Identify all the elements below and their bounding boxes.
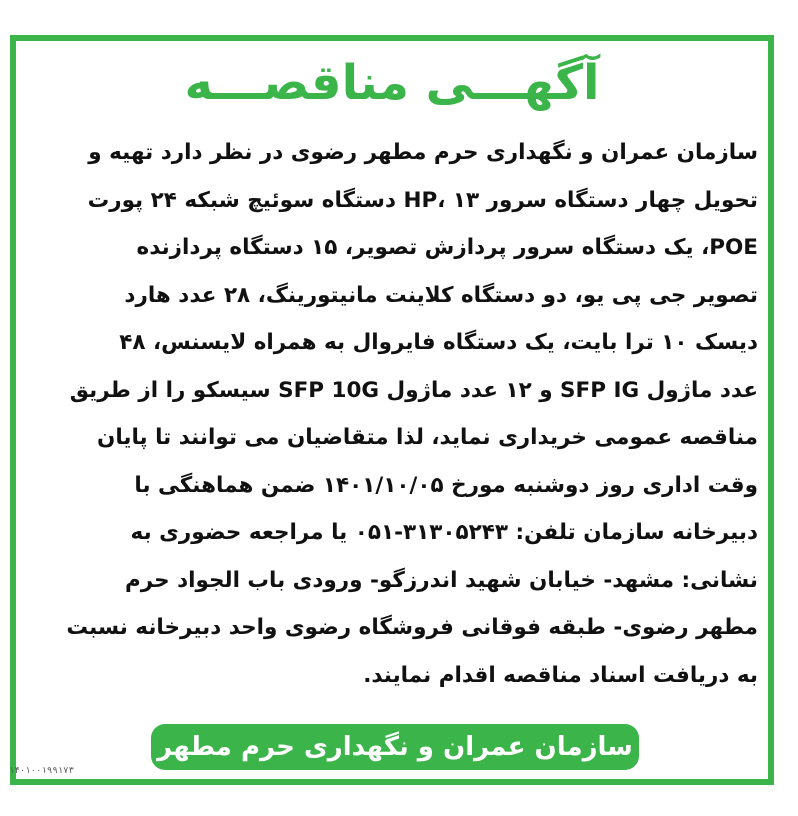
body-line: تحویل چهار دستگاه سرور HP، ۱۳ دستگاه سوئیچ شبکه ۲۴ پورت [87, 187, 758, 213]
notice-frame [10, 35, 774, 808]
reference-code: ۱۴۰۱۰۰۱۹۹۱۷۳ [9, 766, 75, 776]
body-line: دبیرخانه سازمان تلفن: ۳۱۳۰۵۲۴۳-۰۵۱ یا مراجعه حضوری به [130, 520, 758, 545]
body-line: سازمان عمران و نگهداری حرم مطهر رضوی در نظر دارد تهیه و [88, 140, 758, 165]
organization-banner: سازمان عمران و نگهداری حرم مطهر رضوی [151, 724, 639, 770]
body-line: مطهر رضوی- طبقه فوقانی فروشگاه رضوی واحد دبیرخانه نسبت [66, 615, 758, 640]
body-line: POE، یک دستگاه سرور پردازش تصویر، ۱۵ دستگاه پردازنده [136, 235, 758, 260]
notice-body [26, 129, 758, 699]
body-line: تصویر جی پی یو، دو دستگاه کلاینت مانیتورینگ، ۲۸ عدد هارد [124, 282, 758, 308]
notice-title: آگهـــی مناقصـــه [184, 55, 600, 111]
body-line: عدد ماژول SFP IG و ۱۲ عدد ماژول SFP 10G سیسکو را از طریق [69, 377, 758, 403]
body-line: به دریافت اسناد مناقصه اقدام نمایند. [363, 662, 758, 688]
body-line: وقت اداری روز دوشنبه مورخ ۱۴۰۱/۱۰/۰۵ ضمن هماهنگی با [134, 472, 758, 498]
body-line: دیسک ۱۰ ترا بایت، یک دستگاه فایروال به همراه لایسنس، ۴۸ [119, 330, 758, 355]
body-line: مناقصه عمومی خریداری نماید، لذا متقاضیان می توانند تا پایان [96, 425, 758, 450]
body-line: نشانی: مشهد- خیابان شهید اندرزگو- ورودی باب الجواد حرم [125, 567, 758, 593]
